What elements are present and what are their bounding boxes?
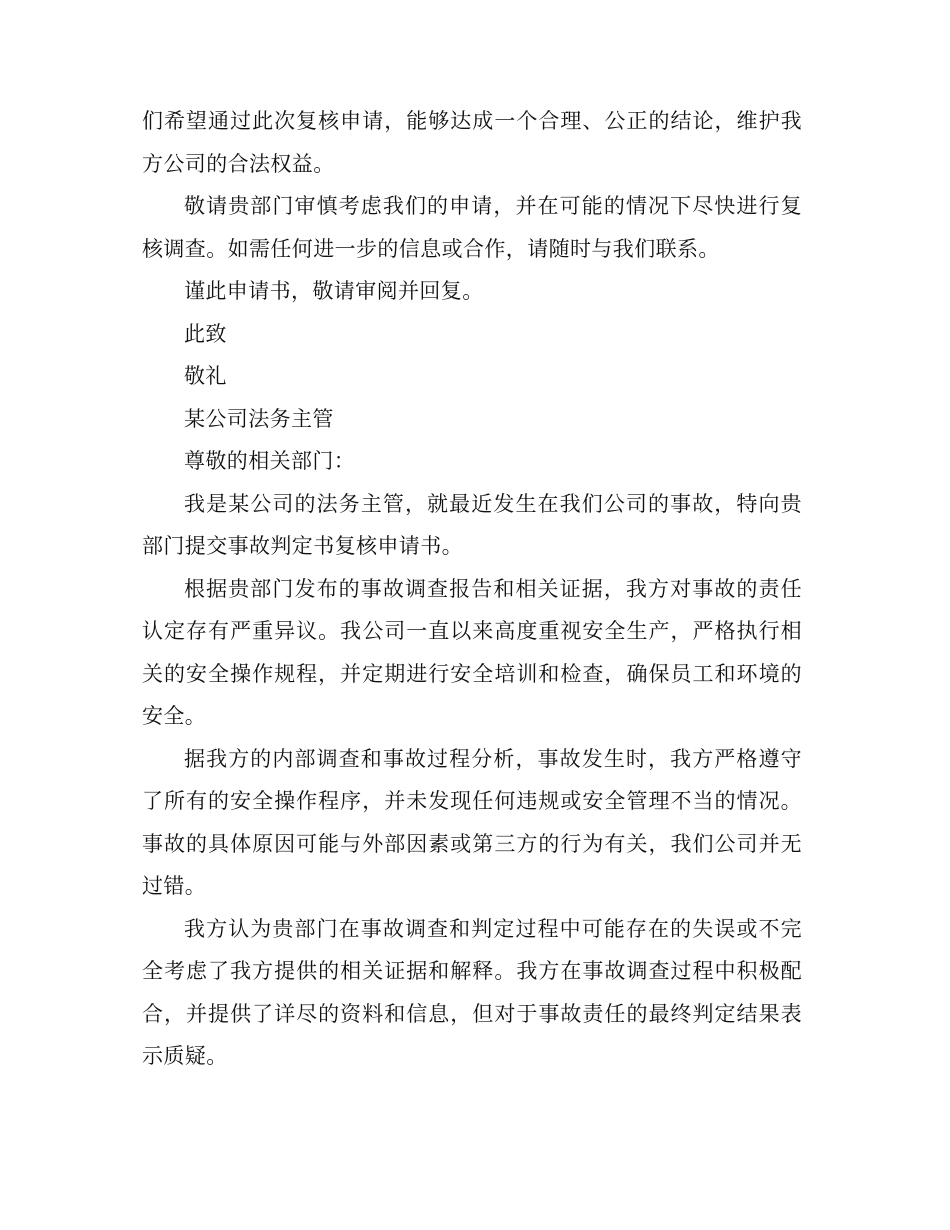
document-body [142,100,802,1078]
salutation-cizhi: 此致 [184,321,227,346]
signature-line: 某公司法务主管 [184,406,334,431]
salutation-jingli: 敬礼 [184,364,227,388]
paragraph-request: 敬请贵部门审慎考虑我们的申请，并在可能的情况下尽快进行复核调查。如需任何进一步的信息或合作，请随时与我们联系。 [142,194,802,261]
paragraph-doubt: 我方认为贵部门在事故调查和判定过程中可能存在的失误或不完全考虑了我方提供的相关证据和解释。我方在事故调查过程中积极配合，并提供了详尽的资料和信息，但对于事故责任的最终判定结果表示质疑。 [142,916,802,1068]
paragraph-intro: 我是某公司的法务主管，就最近发生在我们公司的事故，特向贵部门提交事故判定书复核申请书。 [142,491,802,558]
paragraph-analysis: 据我方的内部调查和事故过程分析，事故发生时，我方严格遵守了所有的安全操作程序，并未发现任何违规或安全管理不当的情况。事故的具体原因可能与外部因素或第三方的行为有关，我们公司并无过错。 [142,746,802,898]
paragraph-closing-request: 谨此申请书，敬请审阅并回复。 [184,279,484,303]
paragraph-continuation: 们希望通过此次复核申请，能够达成一个合理、公正的结论，维护我方公司的合法权益。 [142,109,802,176]
greeting-line: 尊敬的相关部门： [184,449,356,473]
paragraph-objection: 根据贵部门发布的事故调查报告和相关证据，我方对事故的责任认定存有严重异议。我公司一直以来高度重视安全生产，严格执行相关的安全操作规程，并定期进行安全培训和检查，确保员工和环境的安全。 [142,576,802,728]
